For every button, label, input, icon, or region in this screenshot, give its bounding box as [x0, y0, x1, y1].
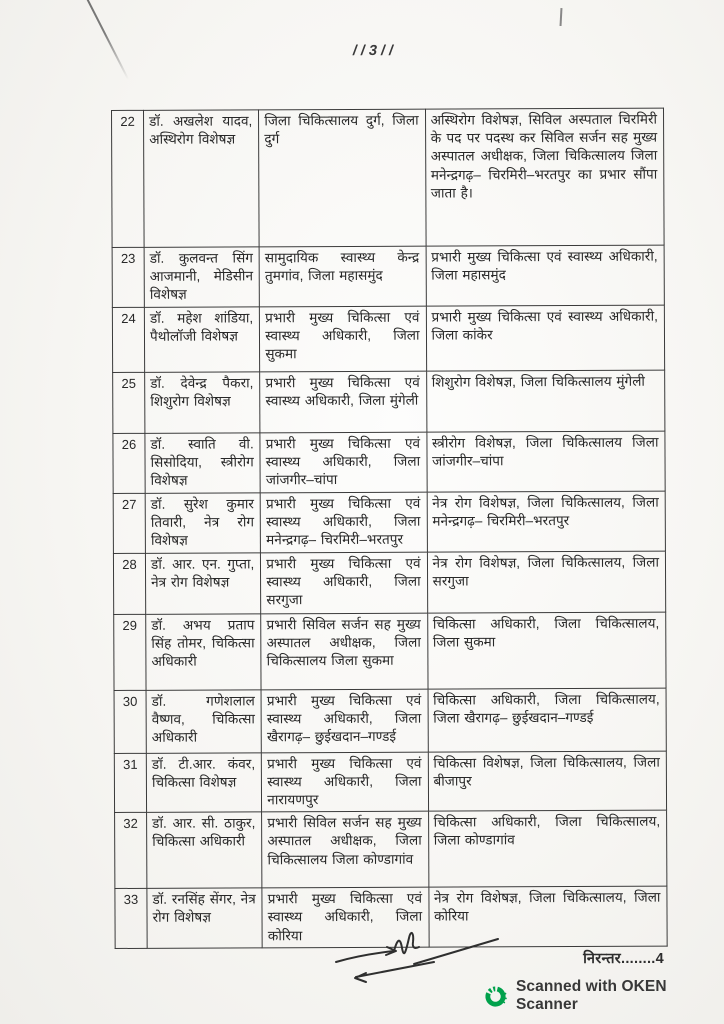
cell-serial-number: 29 [114, 614, 146, 690]
cell-new-posting: स्त्रीरोग विशेषज्ञ, जिला चिकित्सालय जिला जांजगीर–चांपा [426, 431, 665, 492]
cell-current-posting: प्रभारी सिविल सर्जन सह मुख्य अस्पातल अधीक्षक, जिला चिकित्सालय जिला कोण्डागांव [262, 811, 429, 888]
cell-doctor-name: डॉ. टी.आर. कंवर, चिकित्सा विशेषज्ञ [146, 752, 261, 812]
transfer-order-table [111, 108, 668, 949]
cell-current-posting: जिला चिकित्सालय दुर्ग, जिला दुर्ग [259, 109, 426, 247]
oken-scanner-logo-icon [484, 984, 508, 1009]
cell-new-posting: चिकित्सा अधिकारी, जिला चिकित्सालय, जिला कोण्डागांव [428, 810, 667, 887]
cell-doctor-name: डॉ. अभय प्रताप सिंह तोमर, चिकित्सा अधिकारी [146, 613, 262, 690]
cell-new-posting: चिकित्सा अधिकारी, जिला चिकित्सालय, जिला सुकमा [427, 612, 666, 689]
cell-new-posting: नेत्र रोग विशेषज्ञ, जिला चिकित्सालय, जिला सरगुजा [427, 551, 666, 613]
cell-current-posting: सामुदायिक स्वास्थ्य केन्द्र तुमगांव, जिला महासमुंद [259, 246, 426, 306]
table-row [114, 688, 666, 753]
cell-serial-number: 33 [115, 889, 147, 949]
cell-new-posting: शिशुरोग विशेषज्ञ, जिला चिकित्सालय मुंगेली [426, 370, 665, 432]
table-row [113, 491, 665, 553]
cell-doctor-name: डॉ. सुरेश कुमार तिवारी, नेत्र रोग विशेषज्ञ [145, 492, 260, 553]
table-row [112, 245, 664, 307]
cell-serial-number: 31 [114, 753, 146, 813]
cell-doctor-name: डॉ. गणेशलाल वैष्णव, चिकित्सा अधिकारी [146, 689, 261, 753]
cell-serial-number: 30 [114, 690, 146, 753]
cell-doctor-name: डॉ. अखलेश यादव, अस्थिरोग विशेषज्ञ [144, 110, 260, 248]
table-row [114, 612, 666, 690]
table-row [115, 810, 667, 888]
cell-serial-number: 22 [112, 110, 145, 247]
cell-new-posting: प्रभारी मुख्य चिकित्सा एवं स्वास्थ्य अधिकारी, जिला महासमुंद [426, 245, 665, 306]
cell-doctor-name: डॉ. देवेन्द्र पैकरा, शिशुरोग विशेषज्ञ [145, 371, 260, 433]
cell-new-posting: अस्थिरोग विशेषज्ञ, सिविल अस्पताल चिरमिरी के पद पर पदस्थ कर सिविल सर्जन सह मुख्य अस्पातल अधीक्षक, जिला चिकित्सालय जिला मनेन्द्रगढ़– चिरमिरी–भरतपुर का प्रभार सौंपा जाता है। [425, 108, 664, 246]
scan-crease-artifact [69, 0, 129, 80]
cell-doctor-name: डॉ. स्वाति वी. सिसोदिया, स्त्रीरोग विशेषज्ञ [145, 432, 260, 493]
cell-current-posting: प्रभारी सिविल सर्जन सह मुख्य अस्पातल अधीक्षक, जिला चिकित्सालय जिला सुकमा [261, 613, 428, 690]
table-row [112, 305, 664, 372]
table-row [114, 751, 666, 813]
page-number: //3// [351, 43, 399, 59]
cell-current-posting: प्रभारी मुख्य चिकित्सा एवं स्वास्थ्य अधिकारी, जिला मुंगेली [260, 371, 427, 433]
table-row [112, 108, 665, 247]
cell-new-posting: प्रभारी मुख्य चिकित्सा एवं स्वास्थ्य अधिकारी, जिला कांकेर [426, 305, 665, 371]
cell-serial-number: 25 [113, 372, 145, 433]
cell-serial-number: 32 [115, 813, 147, 889]
cell-new-posting: चिकित्सा अधिकारी, जिला चिकित्सालय, जिला खैरागढ़– छुईखदान–गण्डई [428, 688, 667, 752]
cell-current-posting: प्रभारी मुख्य चिकित्सा एवं स्वास्थ्य अधिकारी, जिला सरगुजा [261, 552, 428, 614]
cell-current-posting: प्रभारी मुख्य चिकित्सा एवं स्वास्थ्य अधिकारी, जिला कोरिया [262, 887, 429, 947]
cell-serial-number: 23 [112, 247, 144, 307]
cell-doctor-name: डॉ. कुलवन्त सिंग आजमानी, मेडिसीन विशेषज्ञ [144, 247, 259, 307]
cell-serial-number: 24 [112, 307, 144, 372]
scan-speck-artifact [560, 8, 563, 26]
scanner-watermark-text: Scanned with OKEN Scanner [515, 978, 667, 1013]
continuation-note: निरन्तर........4 [583, 951, 664, 967]
cell-new-posting: चिकित्सा विशेषज्ञ, जिला चिकित्सालय, जिला बीजापुर [428, 751, 667, 812]
cell-current-posting: प्रभारी मुख्य चिकित्सा एवं स्वास्थ्य अधिकारी, जिला जांजगीर–चांपा [260, 432, 427, 493]
cell-serial-number: 26 [113, 433, 145, 493]
cell-new-posting: नेत्र रोग विशेषज्ञ, जिला चिकित्सालय, जिला मनेन्द्रगढ़– चिरमिरी–भरतपुर [427, 491, 666, 552]
cell-doctor-name: डॉ. आर. सी. ठाकुर, चिकित्सा अधिकारी [147, 812, 263, 889]
table-row [113, 551, 665, 614]
cell-doctor-name: डॉ. रनसिंह सेंगर, नेत्र रोग विशेषज्ञ [147, 888, 262, 948]
cell-new-posting: नेत्र रोग विशेषज्ञ, जिला चिकित्सालय, जिला कोरिया [428, 886, 667, 947]
cell-current-posting: प्रभारी मुख्य चिकित्सा एवं स्वास्थ्य अधिकारी, जिला मनेन्द्रगढ़– चिरमिरी–भरतपुर [260, 492, 427, 553]
cell-serial-number: 27 [113, 493, 145, 553]
table-row [113, 431, 665, 493]
cell-current-posting: प्रभारी मुख्य चिकित्सा एवं स्वास्थ्य अधिकारी, जिला खैरागढ़– छुईखदान–गण्डई [261, 689, 428, 753]
cell-doctor-name: डॉ. आर. एन. गुप्ता, नेत्र रोग विशेषज्ञ [145, 552, 260, 614]
table-row [113, 370, 665, 433]
cell-doctor-name: डॉ. महेश शांडिया, पैथोलॉजी विशेषज्ञ [144, 306, 259, 372]
cell-current-posting: प्रभारी मुख्य चिकित्सा एवं स्वास्थ्य अधिकारी, जिला सुकमा [260, 306, 427, 372]
cell-serial-number: 28 [113, 553, 145, 614]
scanner-watermark [484, 978, 724, 1013]
cell-current-posting: प्रभारी मुख्य चिकित्सा एवं स्वास्थ्य अधिकारी, जिला नारायणपुर [262, 752, 429, 812]
